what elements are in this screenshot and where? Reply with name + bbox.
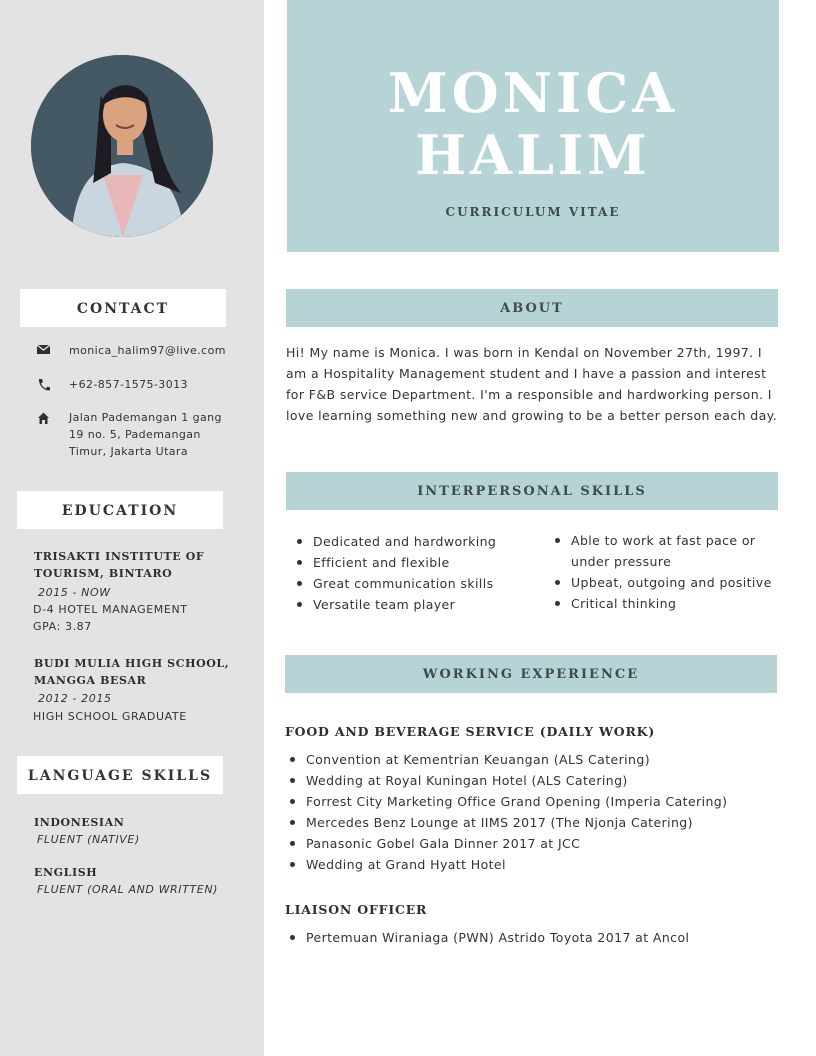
first-name: MONICA — [387, 61, 679, 125]
sidebar — [0, 0, 264, 1056]
address-line-2: 19 no. 5, Pademangan — [69, 428, 201, 441]
list-item: Pertemuan Wiraniaga (PWN) Astrido Toyota 2017 at Ancol — [286, 927, 786, 948]
list-item: Wedding at Royal Kuningan Hotel (ALS Catering) — [286, 770, 786, 791]
contact-heading: CONTACT — [20, 289, 226, 327]
last-name: HALIM — [415, 123, 651, 187]
education-school-2-title — [34, 655, 229, 689]
school-1-gpa: GPA: 3.87 — [33, 620, 92, 633]
language-heading: LANGUAGE SKILLS — [17, 756, 223, 794]
list-item: Able to work at fast pace or under pressure — [551, 530, 781, 572]
list-item: Wedding at Grand Hyatt Hotel — [286, 854, 786, 875]
school-2-detail: HIGH SCHOOL GRADUATE — [33, 710, 187, 723]
about-heading: ABOUT — [286, 289, 778, 327]
list-item: Upbeat, outgoing and positive — [551, 572, 781, 593]
list-item: Versatile team player — [293, 594, 523, 615]
school-2-line-1: BUDI MULIA HIGH SCHOOL, — [34, 657, 230, 670]
cv-subtitle: CURRICULUM VITAE — [445, 205, 621, 219]
language-2-level: FLUENT (ORAL AND WRITTEN) — [37, 883, 219, 896]
school-1-degree: D-4 HOTEL MANAGEMENT — [33, 603, 188, 616]
phone-icon — [36, 378, 52, 392]
language-2-name: ENGLISH — [34, 866, 98, 879]
list-item: Dedicated and hardworking — [293, 531, 523, 552]
experience-heading: WORKING EXPERIENCE — [285, 655, 777, 693]
profile-photo — [31, 55, 213, 237]
phone-text: +62-857-1575-3013 — [69, 378, 188, 391]
school-2-line-2: MANGGA BESAR — [34, 674, 147, 687]
email-text: monica_halim97@live.com — [69, 344, 226, 357]
language-1-name: INDONESIAN — [34, 816, 125, 829]
job-1-title: FOOD AND BEVERAGE SERVICE (DAILY WORK) — [285, 724, 656, 739]
education-school-1-title — [34, 548, 204, 582]
job-2-list — [286, 927, 786, 948]
full-name — [287, 62, 779, 186]
job-1-list — [286, 749, 786, 875]
address-line-3: Timur, Jakarta Utara — [69, 445, 188, 458]
language-1-level: FLUENT (NATIVE) — [37, 833, 140, 846]
name-header — [287, 0, 779, 252]
list-item: Critical thinking — [551, 593, 781, 614]
skills-list-right — [551, 530, 781, 614]
job-2-title: LIAISON OFFICER — [285, 902, 428, 917]
list-item: Great communication skills — [293, 573, 523, 594]
school-1-line-2: TOURISM, BINTARO — [34, 567, 173, 580]
list-item: Efficient and flexible — [293, 552, 523, 573]
skills-heading: INTERPERSONAL SKILLS — [286, 472, 778, 510]
list-item: Panasonic Gobel Gala Dinner 2017 at JCC — [286, 833, 786, 854]
about-text: Hi! My name is Monica. I was born in Kendal on November 27th, 1997. I am a Hospitality Management student and I have a passion and interest for F&B service Department. I'm a responsible and hardworking person. I love learning something new and growing to be a better person each day. — [286, 345, 778, 423]
envelope-icon — [36, 344, 52, 358]
home-icon — [36, 411, 52, 425]
address-line-1: Jalan Pademangan 1 gang — [69, 411, 222, 424]
education-heading: EDUCATION — [17, 491, 223, 529]
school-1-years: 2015 - NOW — [38, 586, 111, 599]
skills-list-left — [293, 531, 523, 615]
list-item: Convention at Kementrian Keuangan (ALS Catering) — [286, 749, 786, 770]
list-item: Forrest City Marketing Office Grand Opening (Imperia Catering) — [286, 791, 786, 812]
list-item: Mercedes Benz Lounge at IIMS 2017 (The Njonja Catering) — [286, 812, 786, 833]
school-1-line-1: TRISAKTI INSTITUTE OF — [34, 550, 205, 563]
school-2-years: 2012 - 2015 — [38, 692, 112, 705]
profile-photo-illustration — [31, 55, 213, 237]
